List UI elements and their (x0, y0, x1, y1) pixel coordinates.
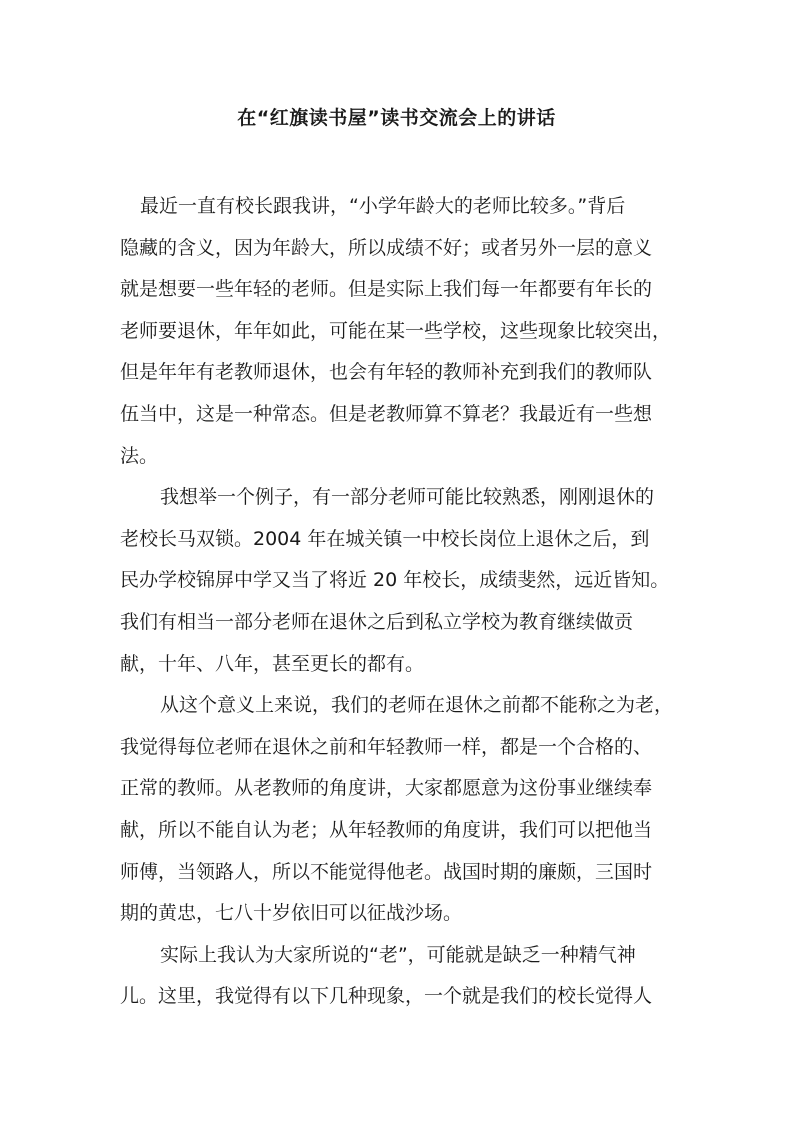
body-line: 献，十年、八年，甚至更长的都有。 (120, 652, 425, 675)
body-line: 民办学校锦屏中学又当了将近 20 年校长，成绩斐然，远近皆知。 (120, 569, 670, 592)
body-line: 隐藏的含义，因为年龄大，所以成绩不好；或者另外一层的意义 (120, 236, 653, 259)
body-line: 我们有相当一部分老师在退休之后到私立学校为教育继续做贡 (120, 610, 634, 633)
body-line: 我觉得每位老师在退休之前和年轻教师一样，都是一个合格的、 (120, 735, 653, 758)
body-line: 实际上我认为大家所说的“老”，可能就是缺乏一种精气神 (160, 943, 636, 966)
body-line: 但是年年有老教师退休，也会有年轻的教师补充到我们的教师队 (120, 361, 653, 384)
body-line: 就是想要一些年轻的老师。但是实际上我们每一年都要有年长的 (120, 278, 653, 301)
body-line: 献，所以不能自认为老；从年轻教师的角度讲，我们可以把他当 (120, 818, 653, 841)
body-line: 正常的教师。从老教师的角度讲，大家都愿意为这份事业继续奉 (120, 777, 653, 800)
body-line: 伍当中，这是一种常态。但是老教师算不算老？我最近有一些想 (120, 402, 653, 425)
body-line: 老校长马双锁。2004 年在城关镇一中校长岗位上退休之后，到 (120, 527, 650, 550)
document-title: 在“红旗读书屋”读书交流会上的讲话 (237, 107, 556, 129)
document-body (120, 186, 680, 1018)
body-line: 我想举一个例子，有一部分老师可能比较熟悉，刚刚退休的 (160, 486, 655, 509)
body-line: 师傅，当领路人，所以不能觉得他老。战国时期的廉颇，三国时 (120, 860, 653, 883)
body-line: 老师要退休，年年如此，可能在某一些学校，这些现象比较突出， (120, 319, 672, 342)
body-line: 从这个意义上来说，我们的老师在退休之前都不能称之为老， (160, 694, 674, 717)
body-line: 最近一直有校长跟我讲，“小学年龄大的老师比较多。”背后 (140, 195, 626, 217)
body-line: 期的黄忠，七八十岁依旧可以征战沙场。 (120, 902, 463, 925)
body-line: 法。 (120, 444, 159, 467)
body-line: 儿。这里，我觉得有以下几种现象，一个就是我们的校长觉得人 (120, 985, 653, 1008)
